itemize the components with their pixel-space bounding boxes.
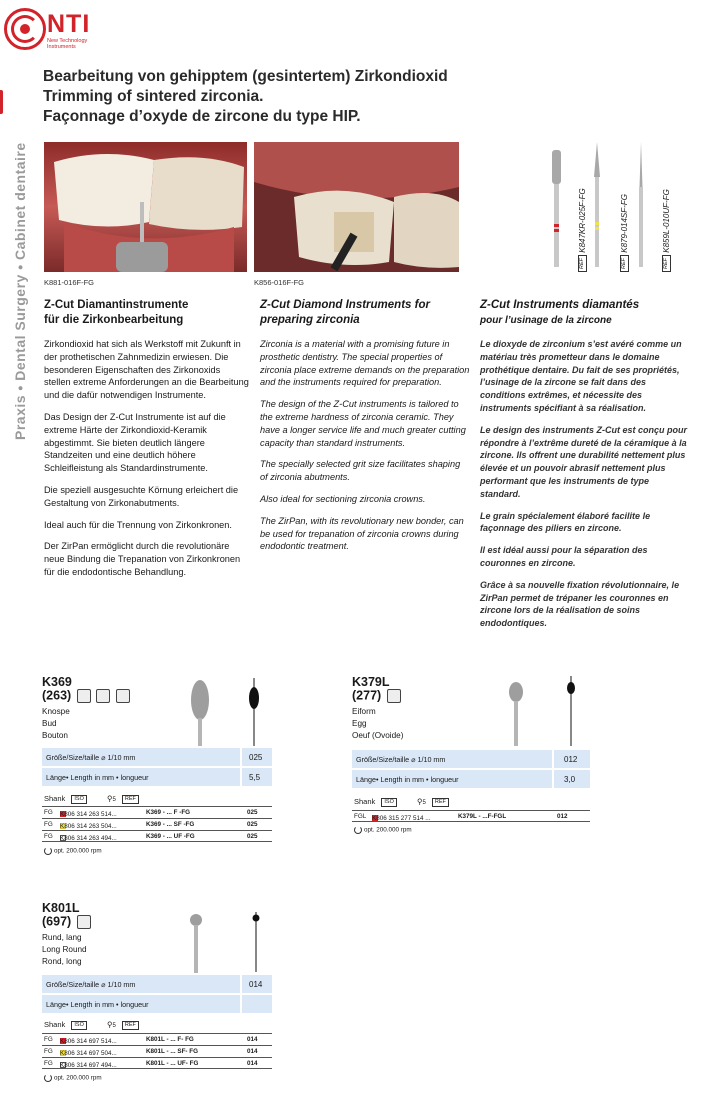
- k369-speed: opt. 200.000 rpm: [44, 847, 102, 855]
- k379l-drawing: [500, 676, 600, 748]
- rpm-icon: [44, 1074, 52, 1082]
- k801l-order-row-f: FG K806 314 697 514... K801L - ... F- FG 014: [42, 1033, 272, 1045]
- instrument-label-3: REF K859L-010UF-FG: [662, 189, 671, 272]
- product-code: K369: [42, 675, 72, 689]
- product-name-fr: Oeuf (Ovoide): [352, 731, 404, 740]
- side-label: Praxis • Dental Surgery • Cabinet dentaire: [12, 142, 28, 440]
- product-code: K801L: [42, 901, 80, 915]
- k369-order-row-uf: FG K806 314 263 494... K369 - ... UF -FG 025: [42, 830, 272, 842]
- column-fr-paragraph: Il est idéal aussi pour la séparation des couronnes en zircone.: [480, 545, 648, 568]
- column-en-paragraph: Zirconia is a material with a promising future in prosthetic dentistry. The special properties of zirconia place extreme demands on the preparation and the instruments required for preparation.: [260, 339, 470, 388]
- column-fr-paragraph: Grâce à sa nouvelle fixation révolutionnaire, le ZirPan permet de trépaner les couronnes en zircone lors de la réalisation de soins endodontiques.: [480, 579, 680, 629]
- k369-size: 025: [249, 753, 263, 762]
- column-de-paragraph: Zirkondioxid hat sich als Werkstoff mit Zukunft in der prothetischen Zahnmedizin erwiesen. Die besonderen Eigenschaften des Zirkonoxids stellen extreme Anforderungen an die Bearbeitung und die dafür notwendigen Instrumente.: [44, 339, 249, 401]
- column-de-heading-2: für die Zirkonbearbeitung: [44, 314, 184, 326]
- product-name-fr: Bouton: [42, 731, 68, 740]
- k369-order-row-f: FG K806 314 263 514... K369 - ... F -FG 025: [42, 806, 272, 818]
- k379l-length-row: Länge• Length in mm • longueur 3,0: [352, 770, 590, 788]
- k801l-size: 014: [249, 980, 263, 989]
- column-de-paragraph: Ideal auch für die Trennung von Zirkonkronen.: [44, 519, 232, 530]
- rpm-icon: [354, 826, 362, 834]
- title-en: Trimming of sintered zirconia.: [43, 88, 264, 105]
- nti-logo-dot: [20, 24, 30, 34]
- column-en-heading-2: preparing zirconia: [260, 314, 360, 326]
- brand-tagline: New Technology Instruments: [47, 38, 88, 50]
- rpm-icon: [44, 847, 52, 855]
- column-fr: [480, 298, 690, 639]
- product-alt-code: (277): [352, 689, 592, 703]
- product-alt-code: (263): [42, 689, 272, 703]
- k369-length-row: Länge• Length in mm • longueur 5,5: [42, 768, 272, 786]
- instrument-label-2: REF K879-014SF-FG: [620, 194, 629, 272]
- k379l-shank-header: Shank ISO ⚲5 REF: [354, 797, 449, 807]
- column-en-heading-1: Z-Cut Diamond Instruments for: [260, 299, 430, 311]
- column-en-paragraph: The specially selected grit size facilitates shaping of zirconia abutments.: [260, 459, 461, 483]
- ref-badge: REF: [662, 255, 671, 272]
- photo-caption-2: K856-016F-FG: [254, 278, 305, 287]
- k801l-drawing: [185, 912, 275, 974]
- column-fr-heading-2: pour l’usinage de la zircone: [480, 315, 612, 326]
- k369-length: 5,5: [249, 773, 261, 782]
- product-name-de: Eiform: [352, 707, 376, 716]
- k379l-speed: opt. 200.000 rpm: [354, 826, 412, 834]
- photo-k856: [254, 142, 459, 272]
- column-de: [44, 298, 249, 588]
- column-en-paragraph: The ZirPan, with its revolutionary new bonder, can be used for trepanation of zirconia crowns during endodontic treatment.: [260, 515, 464, 552]
- pack-icon: ⚲: [106, 794, 113, 803]
- pack-icon: ⚲: [416, 797, 423, 806]
- column-fr-paragraph: Le design des instruments Z-Cut est conçu pour répondre à l’extrême dureté de la céramique à la zircone. Ils offrent une durabilité nettement plus élevée et un pouvoir abrasif nettement plus performant que les instruments de type standard.: [480, 424, 688, 499]
- title-de: Bearbeitung von gehipptem (gesintertem) Zirkondioxid: [43, 68, 448, 85]
- column-en: [260, 298, 470, 562]
- photo-caption-1: K881-016F-FG: [44, 278, 95, 287]
- column-en-paragraph: The design of the Z-Cut instruments is tailored to the extreme hardness of zirconia ceramic. They have a longer service life and much greater cutting capacity than standard instruments.: [260, 399, 466, 448]
- column-de-paragraph: Der ZirPan ermöglicht durch die revolutionäre neue Bindung die Trepanation von Zirkonkronen für die endodontische Behandlung.: [44, 541, 241, 577]
- crown-icon: [77, 915, 91, 929]
- k801l-size-row: Größe/Size/taille ⌀ 1/10 mm 014: [42, 975, 272, 993]
- k801l-speed: opt. 200.000 rpm: [44, 1074, 102, 1082]
- bridge-icon: [96, 689, 110, 703]
- k801l-order-row-uf: FG K806 314 697 494... K801L - ... UF- FG 014: [42, 1057, 272, 1069]
- product-name-en: Bud: [42, 719, 57, 728]
- ref-badge: REF: [620, 255, 629, 272]
- ceramic-icon: [116, 689, 130, 703]
- instrument-label-1: REF K847KR-025F-FG: [578, 188, 587, 272]
- column-fr-heading-1: Z-Cut Instruments diamantés: [480, 299, 640, 311]
- photo-k881: [44, 142, 247, 272]
- column-fr-paragraph: Le grain spécialement élaboré facilite le façonnage des piliers en zircone.: [480, 510, 651, 534]
- k379l-length: 3,0: [564, 775, 576, 784]
- k801l-shank-header: Shank ISO ⚲5 REF: [44, 1020, 139, 1030]
- crown-icon: [387, 689, 401, 703]
- column-fr-paragraph: Le dioxyde de zirconium s’est avéré comme un matériau très prometteur dans le domaine prothétique dentaire. Du fait de ses propriétés, l’usinage de la zircone se fait dans des conditions extrêmes, et nécessite des instruments spécifiant à sa réalisation.: [480, 339, 682, 413]
- k379l-size-row: Größe/Size/taille ⌀ 1/10 mm 012: [352, 750, 590, 768]
- product-code: K379L: [352, 675, 390, 689]
- k369-shank-header: Shank ISO ⚲5 REF: [44, 794, 139, 804]
- pack-icon: ⚲: [106, 1020, 113, 1029]
- product-name-fr: Rond, long: [42, 957, 82, 966]
- column-de-heading-1: Z-Cut Diamantinstrumente: [44, 299, 189, 311]
- ref-badge: REF: [578, 255, 587, 272]
- product-name-de: Knospe: [42, 707, 70, 716]
- column-de-paragraph: Das Design der Z-Cut Instrumente ist auf die extreme Härte der Zirkondioxid-Keramik abgestimmt. Sie bieten deutlich längere Standzeiten und eine deutlich höhere Schleifleistung als Standardinstrumente.: [44, 411, 226, 474]
- product-name-en: Long Round: [42, 945, 87, 954]
- k801l-order-row-sf: FG K806 314 697 504... K801L - ... SF- FG 014: [42, 1045, 272, 1057]
- k379l-size: 012: [564, 755, 578, 764]
- product-alt-code: (697): [42, 915, 272, 929]
- page-edge-marker: [0, 90, 3, 114]
- product-name-en: Egg: [352, 719, 367, 728]
- k369-size-row: Größe/Size/taille ⌀ 1/10 mm 025: [42, 748, 272, 766]
- column-en-paragraph: Also ideal for sectioning zirconia crowns.: [260, 493, 426, 504]
- k379l-order-row-f: FGL K806 315 277 514 ... K379L - ...F-FGL 012: [352, 810, 590, 822]
- column-de-paragraph: Die speziell ausgesuchte Körnung erleichert die Gestaltung von Zirkonabutments.: [44, 484, 239, 508]
- k369-order-row-sf: FG K806 314 263 504... K369 - ... SF -FG 025: [42, 818, 272, 830]
- k369-drawing: [180, 678, 280, 748]
- k801l-length-row: Länge• Length in mm • longueur: [42, 995, 272, 1013]
- title-fr: Façonnage d’oxyde de zircone du type HIP.: [43, 108, 361, 125]
- brand-logo: NTI: [47, 10, 91, 38]
- product-name-de: Rund, lang: [42, 933, 82, 942]
- crown-icon: [77, 689, 91, 703]
